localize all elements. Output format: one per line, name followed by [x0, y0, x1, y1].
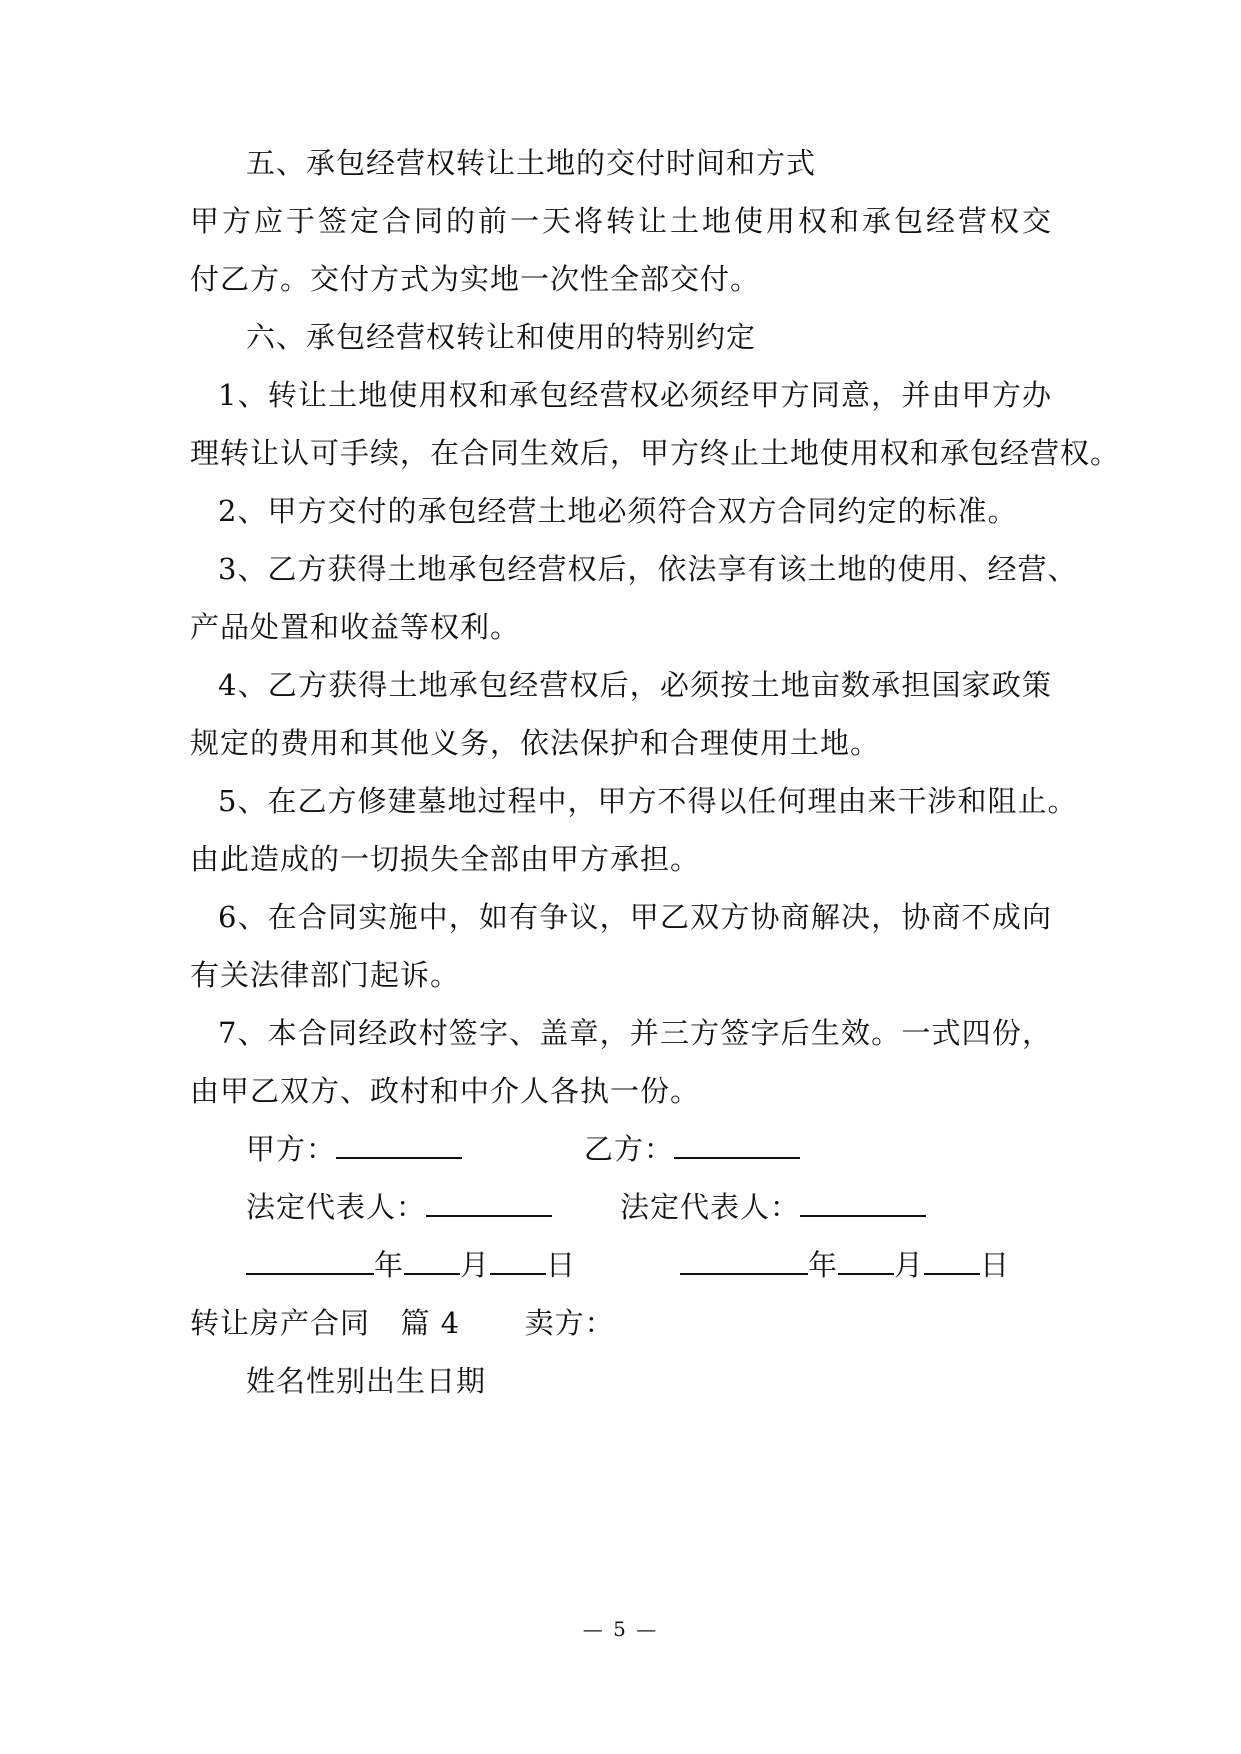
date-a-year-blank [246, 1245, 374, 1275]
section-5-paragraph-line-2: 付乙方。交付方式为实地一次性全部交付。 [190, 262, 761, 296]
date-b-year-label: 年 [808, 1248, 839, 1282]
rep-a-label: 法定代表人： [246, 1190, 427, 1224]
date-a-year-label: 年 [374, 1248, 405, 1282]
rep-b-signature [620, 1187, 926, 1227]
party-b-blank [674, 1129, 800, 1159]
item-3-line-2: 产品处置和收益等权利。 [190, 610, 521, 644]
section-5-paragraph-line-1: 甲方应于签定合同的前一天将转让土地使用权和承包经营权交 [190, 204, 1052, 238]
party-a-label: 甲方： [246, 1132, 337, 1166]
item-7-line-1: 7、本合同经政村签字、盖章，并三方签字后生效。一式四份， [218, 1016, 1052, 1050]
next-document-part: 篇 4 [400, 1306, 461, 1340]
date-a-day-label: 日 [546, 1248, 577, 1282]
item-1-line-2: 理转让认可手续，在合同生效后，甲方终止土地使用权和承包经营权。 [190, 436, 1121, 470]
item-3-line-1: 3、乙方获得土地承包经营权后，依法享有该土地的使用、经营、 [218, 552, 1078, 586]
item-5-line-2: 由此造成的一切损失全部由甲方承担。 [190, 842, 701, 876]
next-document-title: 转让房产合同 [190, 1306, 371, 1340]
date-b-year-blank [680, 1245, 808, 1275]
item-6-line-2: 有关法律部门起诉。 [190, 958, 461, 992]
section-5-heading: 五、承包经营权转让土地的交付时间和方式 [246, 146, 817, 180]
date-b-day-blank [924, 1245, 980, 1275]
date-b [680, 1245, 1010, 1285]
rep-b-blank [800, 1187, 926, 1217]
item-6-line-1: 6、在合同实施中，如有争议，甲乙双方协商解决，协商不成向 [218, 900, 1052, 934]
item-1-line-1: 1、转让土地使用权和承包经营权必须经甲方同意，并由甲方办 [218, 378, 1052, 412]
rep-b-label: 法定代表人： [620, 1190, 801, 1224]
date-a-month-blank [404, 1245, 460, 1275]
section-6-heading: 六、承包经营权转让和使用的特别约定 [246, 320, 757, 354]
page-number: — 5 — [582, 1617, 659, 1641]
item-4-line-1: 4、乙方获得土地承包经营权后，必须按土地亩数承担国家政策 [218, 668, 1052, 702]
date-a [246, 1245, 576, 1285]
date-a-day-blank [490, 1245, 546, 1275]
party-b-signature [584, 1129, 800, 1169]
party-a-signature [246, 1129, 462, 1169]
date-b-day-label: 日 [980, 1248, 1011, 1282]
next-document-header [190, 1303, 615, 1343]
item-5-line-1: 5、在乙方修建墓地过程中，甲方不得以任何理由来干涉和阻止。 [218, 784, 1078, 818]
seller-label: 卖方： [524, 1306, 615, 1340]
party-b-label: 乙方： [584, 1132, 675, 1166]
date-b-month-label: 月 [894, 1248, 925, 1282]
seller-fields: 姓名性别出生日期 [246, 1364, 487, 1398]
party-a-blank [336, 1129, 462, 1159]
item-2-line-1: 2、甲方交付的承包经营土地必须符合双方合同约定的标准。 [218, 494, 1018, 528]
date-a-month-label: 月 [460, 1248, 491, 1282]
item-4-line-2: 规定的费用和其他义务，依法保护和合理使用土地。 [190, 726, 881, 760]
rep-a-blank [426, 1187, 552, 1217]
date-b-month-blank [838, 1245, 894, 1275]
rep-a-signature [246, 1187, 552, 1227]
item-7-line-2: 由甲乙双方、政村和中介人各执一份。 [190, 1074, 701, 1108]
